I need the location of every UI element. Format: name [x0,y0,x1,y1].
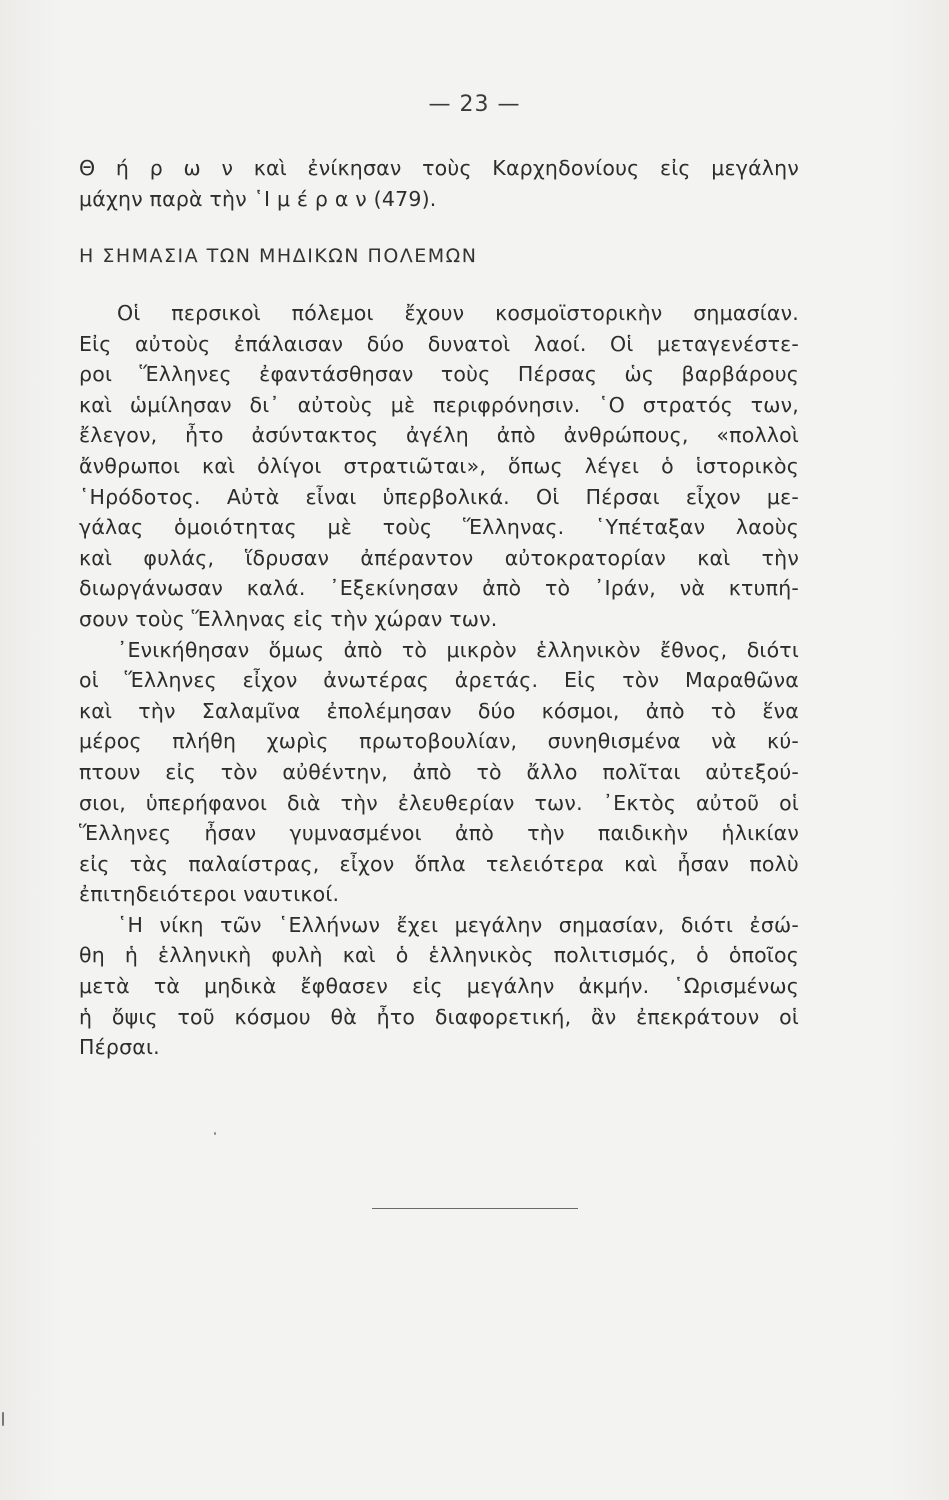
text-line: Ἕλληνες ἦσαν γυμνασμένοι ἀπὸ τὴν παιδικὴν ἡλικίαν [79,821,799,846]
text-line: πτουν εἰς τὸν αὐθέντην, ἀπὸ τὸ ἄλλο πολῖται αὐτεξού- [79,759,799,784]
text-line: ῾Ηρόδοτος. Αὐτὰ εἶναι ὑπερβολικά. Οἱ Πέρσαι εἶχον με- [79,484,799,509]
text-line: ροι Ἕλληνες ἐφαντάσθησαν τοὺς Πέρσας ὡς βαρβάρους [79,362,799,387]
text-line: ᾿Ενικήθησαν ὅμως ἀπὸ τὸ μικρὸν ἑλληνικὸν ἔθνος, διότι [117,637,799,662]
text-line: ἡ ὄψις τοῦ κόσμου θὰ ἦτο διαφορετική, ἂν ἐπεκράτουν οἱ [79,1004,799,1029]
text-line: σουν τοὺς Ἕλληνας εἰς τὴν χώραν των. [79,606,498,631]
text-line: θη ἡ ἑλληνικὴ φυλὴ καὶ ὁ ἑλληνικὸς πολιτισμός, ὁ ὁποῖος [79,943,799,968]
text-line: καὶ τὴν Σαλαμῖνα ἐπολέμησαν δύο κόσμοι, ἀπὸ τὸ ἕνα [79,698,799,723]
text-line: Εἰς αὐτοὺς ἐπάλαισαν δύο δυνατοὶ λαοί. Οἱ μεταγενέστε- [79,331,799,356]
page-number: — 23 — [428,92,521,117]
text-line: ῾Η νίκη τῶν ῾Ελλήνων ἔχει μεγάλην σημασίαν, διότι ἐσώ- [117,912,799,937]
text-line: Πέρσαι. [79,1035,160,1060]
section-body [79,298,799,1063]
text-line: σιοι, ὑπερήφανοι διὰ τὴν ἐλευθερίαν των. ᾿Εκτὸς αὐτοῦ οἱ [79,790,799,815]
text-line: οἱ Ἕλληνες εἶχον ἀνωτέρας ἀρετάς. Εἰς τὸν Μαραθῶνα [79,668,799,693]
text-line: ἐπιτηδειότεροι ναυτικοί. [79,882,340,907]
print-speck [214,1132,216,1135]
text-line: διωργάνωσαν καλά. ᾿Εξεκίνησαν ἀπὸ τὸ ᾿Ιράν, νὰ κτυπή- [79,576,799,601]
text-line: εἰς τὰς παλαίστρας, εἶχον ὅπλα τελειότερα καὶ ἦσαν πολὺ [79,851,799,876]
print-speck [2,1412,4,1426]
text-line: ἄνθρωποι καὶ ὀλίγοι στρατιῶται», ὅπως λέγει ὁ ἱστορικὸς [79,453,799,478]
section-heading: Η ΣΗΜΑΣΙΑ ΤΩΝ ΜΗΔΙΚΩΝ ΠΟΛΕΜΩΝ [79,245,478,267]
text-line: μετὰ τὰ μηδικὰ ἔφθασεν εἰς μεγάλην ἀκμήν. ῾Ωρισμένως [79,974,799,999]
section-end-rule [372,1208,578,1209]
text-line: μέρος πλήθη χωρὶς πρωτοβουλίαν, συνηθισμένα νὰ κύ- [79,729,799,754]
text-line: μάχην παρὰ τὴν ῾Ι μ έ ρ α ν (479). [79,186,437,211]
text-line: καὶ φυλάς, ἵδρυσαν ἀπέραντον αὐτοκρατορίαν καὶ τὴν [79,545,799,570]
text-line: Θ ή ρ ω ν καὶ ἐνίκησαν τοὺς Καρχηδονίους εἰς μεγάλην [79,156,799,180]
text-line: ἔλεγον, ἦτο ἀσύντακτος ἀγέλη ἀπὸ ἀνθρώπους, «πολλοὶ [79,423,799,448]
text-line: Οἱ περσικοὶ πόλεμοι ἔχουν κοσμοϊστορικὴν σημασίαν. [117,301,799,325]
text-line: καὶ ὡμίλησαν δι᾿ αὐτοὺς μὲ περιφρόνησιν. ῾Ο στρατός των, [79,392,799,417]
continuation-paragraph [79,153,799,214]
text-line: γάλας ὁμοιότητας μὲ τοὺς Ἕλληνας. ῾Υπέταξαν λαοὺς [79,515,799,540]
